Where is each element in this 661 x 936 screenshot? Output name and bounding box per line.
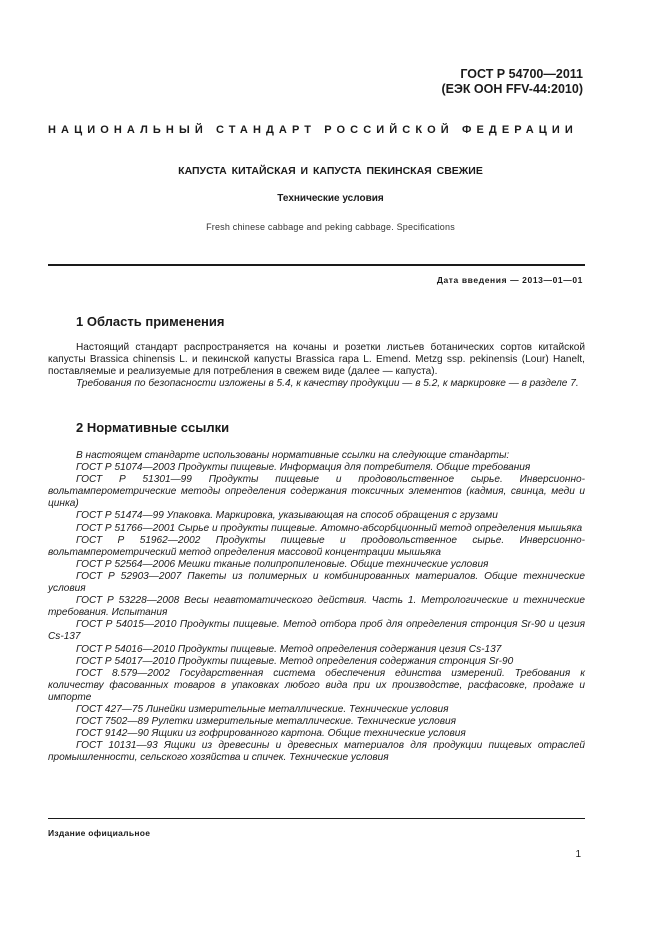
official-edition-label: Издание официальное	[48, 828, 151, 838]
section-2-intro: В настоящем стандарте использованы нормативные ссылки на следующие стандарты:	[76, 450, 510, 461]
header-divider	[48, 264, 585, 266]
introduction-date: Дата введения — 2013—01—01	[436, 275, 583, 285]
reference-item: ГОСТ Р 51474—99 Упаковка. Маркировка, указывающая на способ обращения с грузами	[76, 510, 498, 522]
reference-item: ГОСТ Р 54016—2010 Продукты пищевые. Метод определения содержания цезия Cs-137	[76, 643, 502, 655]
document-code-secondary: (ЕЭК ООН FFV-44:2010)	[441, 82, 583, 96]
reference-item: ГОСТ 9142—90 Ящики из гофрированного картона. Общие технические условия	[76, 728, 466, 740]
section-1-body	[48, 342, 585, 390]
reference-item: ГОСТ Р 53228—2008 Весы неавтоматического действия. Часть 1. Метрологические и технические требования. Испытания	[48, 595, 585, 619]
reference-item: ГОСТ Р 51962—2002 Продукты пищевые и продовольственное сырье. Инверсионно-вольтамперометрический метод определения массовой концентрации мышьяка	[48, 534, 585, 558]
document-subtitle: Технические условия	[277, 193, 384, 204]
section-2-body	[48, 450, 585, 764]
section-1-paragraph: Требования по безопасности изложены в 5.4, к качеству продукции — в 5.2, к маркировке — в разделе 7.	[76, 378, 579, 390]
section-1-paragraph: Настоящий стандарт распространяется на кочаны и розетки листьев ботанических сортов китайской капусты Brassica chinensis L. и пекинской капусты Brassica rapa L. Emend. Metzg ssp. pekinensis (Lour) Hanelt, поставляемые и реализуемые для потребления в свежем виде (далее — капуста).	[48, 342, 585, 378]
reference-item: ГОСТ Р 52564—2006 Мешки тканые полипропиленовые. Общие технические условия	[76, 558, 489, 570]
document-title: КАПУСТА КИТАЙСКАЯ И КАПУСТА ПЕКИНСКАЯ СВЕЖИЕ	[178, 165, 483, 177]
reference-item: ГОСТ 427—75 Линейки измерительные металлические. Технические условия	[76, 703, 449, 715]
page-number: 1	[575, 849, 581, 860]
national-standard-banner: НАЦИОНАЛЬНЫЙ СТАНДАРТ РОССИЙСКОЙ ФЕДЕРАЦИИ	[48, 124, 578, 136]
document-code: ГОСТ Р 54700—2011	[460, 67, 583, 81]
reference-item: ГОСТ 7502—89 Рулетки измерительные металлические. Технические условия	[76, 716, 457, 728]
reference-item: ГОСТ Р 51074—2003 Продукты пищевые. Информация для потребителя. Общие требования	[76, 462, 531, 474]
reference-item: ГОСТ Р 51301—99 Продукты пищевые и продовольственное сырье. Инверсионно-вольтамперометрические методы определения содержания токсичных элементов (кадмия, свинца, меди и цинка)	[48, 474, 585, 510]
reference-item: ГОСТ Р 52903—2007 Пакеты из полимерных и комбинированных материалов. Общие технические условия	[48, 570, 585, 595]
reference-item: ГОСТ Р 54015—2010 Продукты пищевые. Метод отбора проб для определения стронция Sr-90 и цезия Cs-137	[48, 619, 585, 643]
reference-item: ГОСТ Р 51766—2001 Сырье и продукты пищевые. Атомно-абсорбционный метод определения мышьяка	[76, 522, 583, 534]
reference-item: ГОСТ 8.579—2002 Государственная система обеспечения единства измерений. Требования к количеству фасованных товаров в упаковках любого вида при их производстве, расфасовке, продаже и импорте	[48, 667, 585, 703]
section-1-heading: 1 Область применения	[76, 314, 225, 329]
footer-divider	[48, 818, 585, 819]
reference-item: ГОСТ 10131—93 Ящики из древесины и древесных материалов для продукции пищевых отраслей промышленности, сельского хозяйства и спичек. Технические условия	[48, 740, 585, 764]
section-2-heading: 2 Нормативные ссылки	[76, 420, 230, 435]
reference-item: ГОСТ Р 54017—2010 Продукты пищевые. Метод определения содержания стронция Sr-90	[76, 655, 514, 667]
english-title: Fresh chinese cabbage and peking cabbage. Specifications	[206, 222, 455, 232]
